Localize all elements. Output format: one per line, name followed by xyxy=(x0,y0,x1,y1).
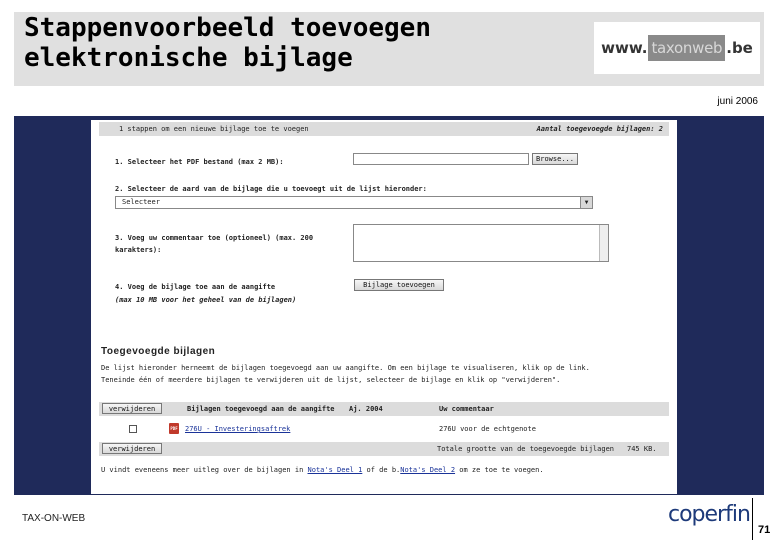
step1-label: 1. Selecteer het PDF bestand (max 2 MB): xyxy=(115,158,284,166)
steps-header-bar xyxy=(99,122,669,136)
slide-title: Stappenvoorbeeld toevoegen elektronische bijlage xyxy=(24,13,431,73)
add-attachment-button[interactable]: Bijlage toevoegen xyxy=(354,279,444,291)
total-size-value: 745 KB. xyxy=(627,445,657,453)
table-row xyxy=(99,422,669,436)
step2-label: 2. Selecteer de aard van de bijlage die u toevoegt uit de lijst hieronder: xyxy=(115,185,427,193)
total-size-label: Totale grootte van de toegevoegde bijlagen xyxy=(437,445,615,453)
row-select-checkbox[interactable] xyxy=(129,425,137,433)
step3-label-line1: 3. Voeg uw commentaar toe (optioneel) (max. 200 xyxy=(115,234,314,242)
notes-footnote: U vindt eveneens meer uitleg over de bijlagen in Nota's Deel 1 of de b.Nota's Deel 2 om ze toe te voegen. xyxy=(101,466,544,474)
coperfin-logo: coperfin xyxy=(668,502,750,527)
textarea-scrollbar[interactable] xyxy=(599,225,608,261)
attached-intro-line1: De lijst hieronder herneemt de bijlagen toegevoegd aan uw aangifte. Om een bijlage te visualiseren, klik op de link. xyxy=(101,364,590,372)
attached-section-title: Toegevoegde bijlagen xyxy=(101,346,216,357)
page-number: 71 xyxy=(752,498,780,540)
col-comment: Uw commentaar xyxy=(439,405,494,413)
attachment-form-panel xyxy=(91,120,677,494)
attachment-count: Aantal toegevoegde bijlagen: 2 xyxy=(536,125,663,133)
slide-date: juni 2006 xyxy=(717,96,758,107)
col-year: Aj. 2004 xyxy=(349,405,383,413)
footer-label: TAX-ON-WEB xyxy=(22,513,86,524)
delete-button-top[interactable]: verwijderen xyxy=(102,403,162,414)
notes-part1-link[interactable]: Nota's Deel 1 xyxy=(307,466,363,474)
delete-button-bottom[interactable]: verwijderen xyxy=(102,443,162,454)
browse-button[interactable]: Browse... xyxy=(532,153,578,165)
attachment-type-select[interactable] xyxy=(115,196,593,209)
attachment-link[interactable]: 276U - Investeringsaftrek xyxy=(185,425,291,433)
attachment-comment: 276U voor de echtgenote xyxy=(439,425,536,433)
attachments-table-header xyxy=(99,402,669,416)
file-path-input[interactable] xyxy=(353,153,529,165)
comment-textarea[interactable] xyxy=(353,224,609,262)
steps-header: 1 stappen om een nieuwe bijlage toe te voegen xyxy=(119,125,309,133)
attachments-table-footer xyxy=(99,442,669,456)
attached-intro-line2: Teneinde één of meerdere bijlagen te verwijderen uit de lijst, selecteer de bijlage en klik op "verwijderen". xyxy=(101,376,561,384)
col-attachments: Bijlagen toegevoegd aan de aangifte xyxy=(187,405,335,413)
screenshot-frame xyxy=(14,116,764,495)
select-value: Selecteer xyxy=(122,198,160,206)
step4-label: 4. Voeg de bijlage toe aan de aangifte xyxy=(115,283,276,291)
chevron-down-icon[interactable]: ▼ xyxy=(580,197,592,208)
step3-label-line2: karakters): xyxy=(115,246,162,254)
pdf-file-icon: PDF xyxy=(169,423,179,434)
taxonweb-logo: www. taxonweb .be xyxy=(594,22,760,74)
notes-part2-link[interactable]: Nota's Deel 2 xyxy=(400,466,456,474)
step4-note: (max 10 MB voor het geheel van de bijlagen) xyxy=(115,296,297,304)
